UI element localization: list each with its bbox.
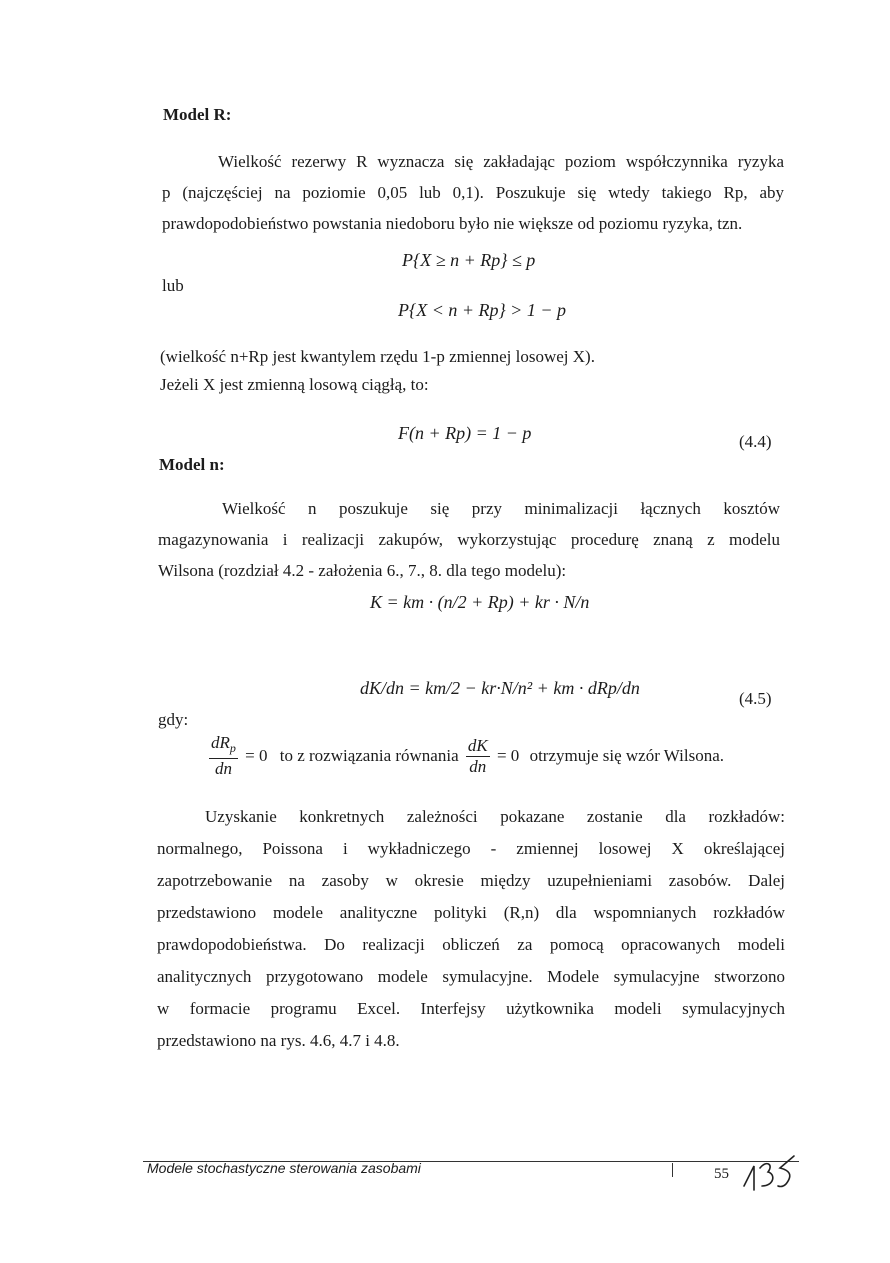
text-line: prawdopodobieństwo powstania niedoboru było nie większe od poziomu ryzyka, tzn. bbox=[162, 214, 743, 233]
equation-k: K = km · (n/2 + Rp) + kr · N/n bbox=[370, 592, 590, 612]
equation-number-4-4: (4.4) bbox=[739, 432, 772, 451]
footer-title: Modele stochastyczne sterowania zasobami bbox=[147, 1160, 421, 1176]
page-number: 55 bbox=[714, 1166, 729, 1182]
equation-f: F(n + Rp) = 1 − p bbox=[398, 423, 532, 443]
paragraph-model-r bbox=[162, 146, 784, 239]
paragraph-model-n bbox=[158, 493, 780, 586]
equation-p-geq: P{X ≥ n + Rp} ≤ p bbox=[402, 250, 536, 270]
fraction-dk-dn: $\frac{dK}{dn}$ bbox=[467, 735, 488, 776]
text-line: normalnego, Poissona i wykładniczego - zmiennej losowej X określającej bbox=[157, 839, 785, 858]
text-lub: lub bbox=[162, 276, 184, 295]
text-line: prawdopodobieństwa. Do realizacji obliczeń za pomocą opracowanych modeli bbox=[157, 935, 785, 954]
text-line: p (najczęściej na poziomie 0,05 lub 0,1). Poszukuje się wtedy takiego Rp, aby bbox=[162, 183, 784, 202]
text-line: magazynowania i realizacji zakupów, wykorzystując procedurę znaną z modelu bbox=[158, 530, 780, 549]
heading-model-n: Model n: bbox=[159, 455, 225, 474]
text-line: w formacie programu Excel. Interfejsy użytkownika modeli symulacyjnych bbox=[157, 999, 785, 1018]
equation-number-4-5: (4.5) bbox=[739, 689, 772, 708]
text-quantile-note: (wielkość n+Rp jest kwantylem rzędu 1-p zmiennej losowej X). bbox=[160, 347, 595, 366]
text-line: analitycznych przygotowano modele symulacyjne. Modele symulacyjne stworzono bbox=[157, 967, 785, 986]
heading-model-r: Model R: bbox=[163, 105, 232, 124]
condition-line: $\frac{dR_p}{dn}$ = 0 to z rozwiązania równania $\frac{dK}{dn}$ = 0 otrzymuje się wzór Wilsona. bbox=[211, 733, 725, 778]
text-line: Uzyskanie konkretnych zależności pokazane zostanie dla rozkładów: bbox=[205, 807, 785, 826]
equation-p-less: P{X < n + Rp} > 1 − p bbox=[398, 300, 566, 320]
text-line: Wielkość rezerwy R wyznacza się zakładając poziom współczynnika ryzyka bbox=[218, 152, 784, 171]
equation-dk-dn: dK/dn = km/2 − kr·N/n² + km · dRp/dn bbox=[360, 678, 640, 698]
footer-tick bbox=[672, 1163, 673, 1177]
text-line: Wilsona (rozdział 4.2 - założenia 6., 7., 8. dla tego modelu): bbox=[158, 561, 567, 580]
handwritten-page-number-icon bbox=[740, 1152, 800, 1192]
text-line: przedstawiono modele analityczne polityki (R,n) dla wspomnianych rozkładów bbox=[157, 903, 785, 922]
fraction-drp-dn: $\frac{dR_p}{dn}$ bbox=[211, 733, 236, 778]
text-line: zapotrzebowanie na zasoby w okresie między uzupełnieniami zasobów. Dalej bbox=[157, 871, 785, 890]
paragraph-final bbox=[157, 801, 785, 1057]
text-line: Wielkość n poszukuje się przy minimalizacji łącznych kosztów bbox=[222, 499, 780, 518]
text-line: przedstawiono na rys. 4.6, 4.7 i 4.8. bbox=[157, 1031, 400, 1050]
text-if-continuous: Jeżeli X jest zmienną losową ciągłą, to: bbox=[160, 375, 429, 394]
text-gdy: gdy: bbox=[158, 710, 189, 729]
